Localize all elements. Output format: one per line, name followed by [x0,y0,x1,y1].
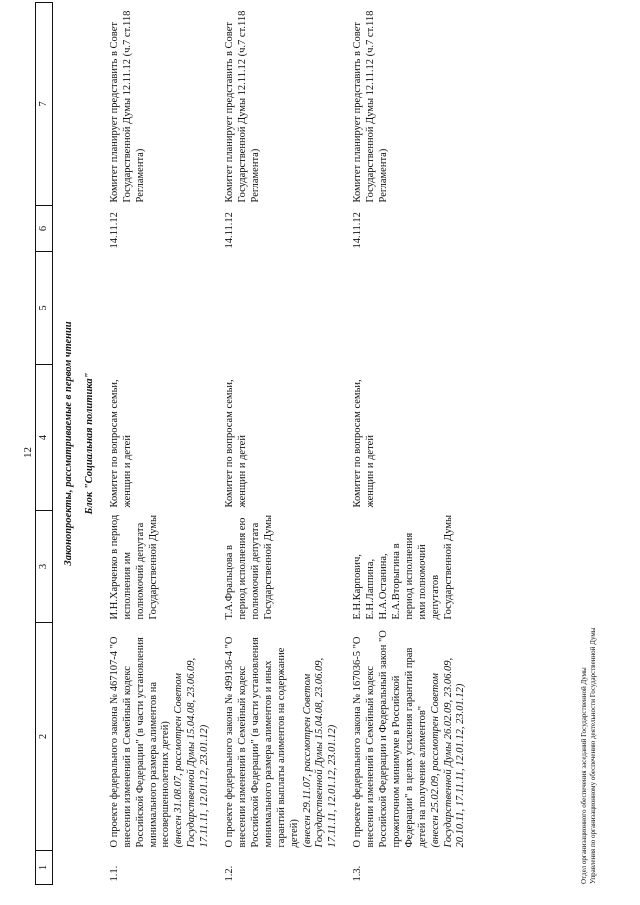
bill-author: Т.А.Фральцова в период исполнения ею полномочий депутата Государственной Думы [224,514,274,620]
bill-title-cell [107,623,222,851]
col-header-2: 2 [36,623,53,851]
col-header-4: 4 [36,365,53,511]
bill-title: О проекте федерального закона № 499136-4 "О внесении изменений в Семейный кодекс Российской Федерации" (в части установления минимального размера алиментов и иных гарантий выплаты алиментов на содержание детей) [224,636,300,848]
bill-plan: Комитет планирует представить в Совет Государственной Думы 12.11.12 (ч.7 ст.118 Регламента) [224,10,261,203]
table-row [350,3,478,885]
col-header-7: 7 [36,3,53,206]
header-row [36,3,53,885]
bill-title: О проекте федерального закона № 467107-4 "О внесении изменений в Семейный кодекс Российской Федерации" (в части установления минимального размера алиментов на несовершеннолетних детей) [108,636,172,848]
bill-note: (внесен 25.02.09, рассмотрен Советом Государственной Думы 26.02.09, 23.06.09, 20.10.11, 17.11.11, 12.01.12, 23.01.12) [429,657,467,848]
bill-date: 14.11.12 [224,212,236,249]
bill-note: (внесен 31.08.07, рассмотрен Советом Государственной Думы 15.04.08, 23.06.09, 17.11.11, 12.01.12, 23.01.12) [173,657,211,848]
section-row [53,3,78,885]
bill-col5 [222,252,350,365]
bill-title-cell [350,623,478,851]
bill-committee: Комитет по вопросам семьи, женщин и детей [108,379,133,508]
table-row [107,3,222,885]
footer [580,628,598,884]
bill-date: 14.11.12 [108,212,120,249]
row-number: 1.3. [352,865,364,882]
bill-title: О проекте федерального закона № 167036-5 "О внесении изменений в Семейный кодекс Российской Федерации и Федеральный закон "О прожиточном минимуме в Российской Федерации" в целях усиления гарантий прав детей на получение алиментов" [352,630,428,848]
footer-line-1: Отдел организационного обеспечения заседаний Государственной Думы [580,667,588,884]
col-header-1: 1 [36,851,53,885]
bill-col5 [107,252,222,365]
bills-table [35,2,478,885]
bill-title-cell [222,623,350,851]
block-title: Блок "Социальная политика" [83,372,95,515]
section-title: Законопроекты, рассматриваемые в первом чтении [63,321,74,566]
col-header-6: 6 [36,206,53,252]
row-number: 1.2. [224,865,236,882]
bill-col5 [350,252,478,365]
col-header-5: 5 [36,252,53,365]
col-header-3: 3 [36,511,53,623]
block-row [78,3,107,885]
footer-line-2: Управления по организационному обеспечению деятельности Государственной Думы [589,627,598,884]
bill-plan: Комитет планирует представить в Совет Государственной Думы 12.11.12 (ч.7 ст.118 Регламента) [108,10,146,203]
page-number: 12 [22,447,34,458]
bill-plan: Комитет планирует представить в Совет Государственной Думы 12.11.12 (ч.7 ст.118 Регламента) [352,10,390,203]
bill-note: (внесен 29.11.07, рассмотрен Советом Государственной Думы 15.04.08, 23.06.09, 17.11.11, 12.01.12, 23.01.12) [301,657,339,848]
bill-committee: Комитет по вопросам семьи, женщин и детей [224,379,248,508]
bill-committee: Комитет по вопросам семьи, женщин и детей [352,379,377,508]
bill-author: Е.Н.Карпович, Е.Н.Лаппина, Н.А.Останина, Е.А.Вторыгина в период исполнения ими полномочий депутатов Государственной Думы [352,514,454,620]
table-row [222,3,350,885]
bill-date: 14.11.12 [352,212,364,249]
row-number: 1.1. [108,865,120,882]
bill-author: И.Н.Харченко в период исполнения им полномочий депутата Государственной Думы [108,514,159,620]
